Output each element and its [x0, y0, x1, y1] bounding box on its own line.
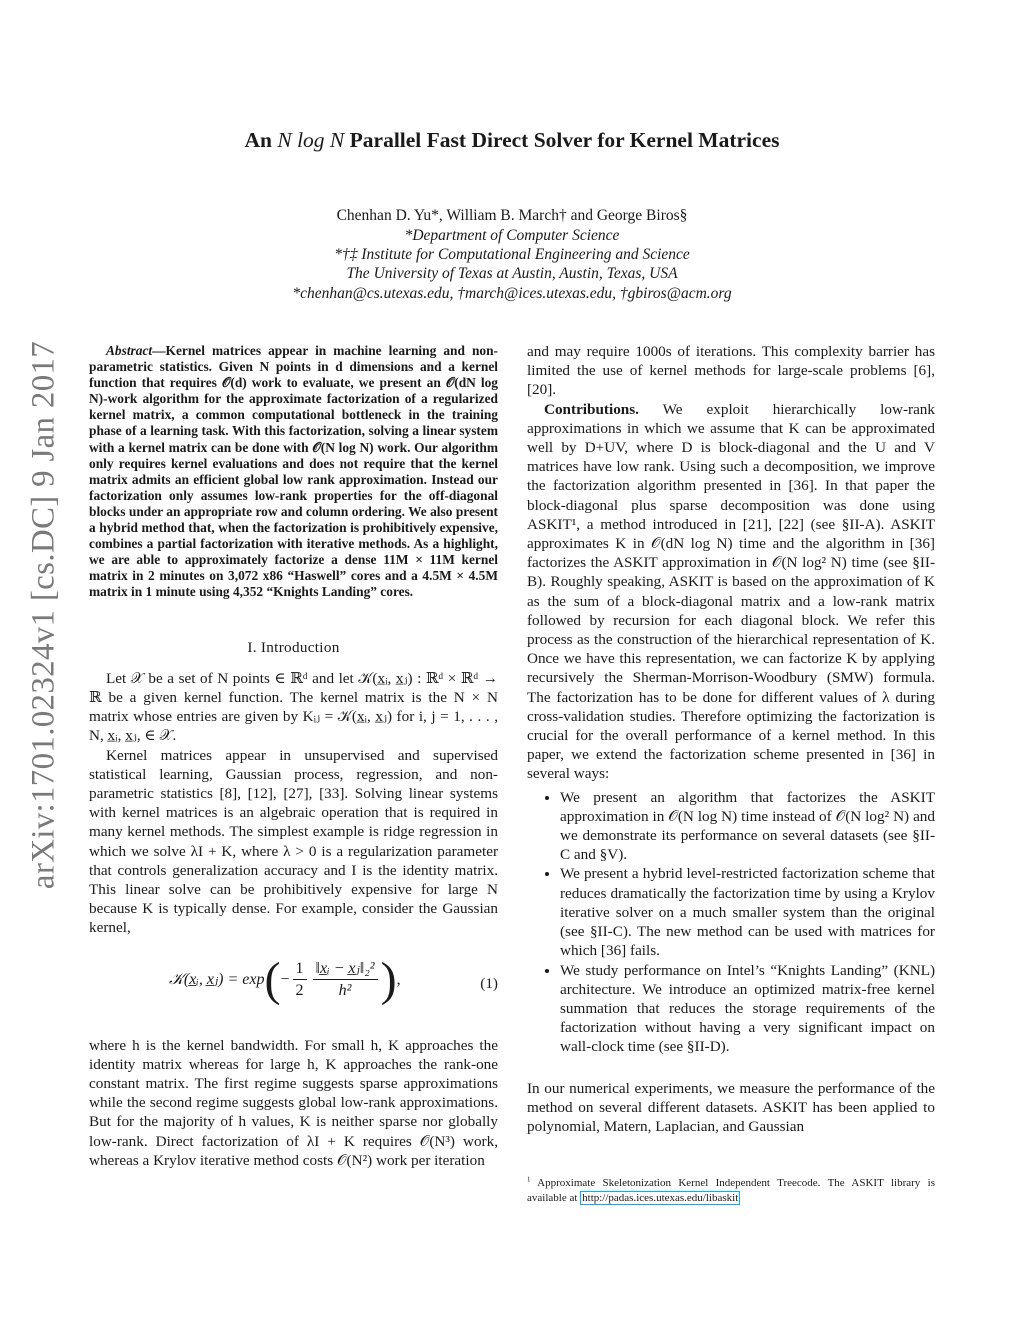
contributions-text: We exploit hierarchically low-rank approximations in which we assume that K can be approximated well by D+UV, where D is block-diagonal and the U and V matrices have low rank. Using such a decomposition, we improve the factorization algorithm presented in [36]. In that paper the block-diagonal plus sparse decomposition was done using ASKIT¹, a method introduced in [21], [22] (see §II-A). ASKIT approximates K in 𝒪(dN log N) time and the algorithm in [36] factorizes the ASKIT approximation in 𝒪(N log² N) time (see §II-B). Roughly speaking, ASKIT is based on the approximation of K as the sum of a block-diagonal matrix and a low-rank matrix followed by recursion for each diagonal block. We refer this process as the construction of the hierarchical representation of K. Once we have this representation, we can factorize K by applying recursively the Sherman-Morrison-Woodbury (SMW) formula. The factorization has to be done for different values of λ during cross-validation studies. Therefore optimizing the factorization is crucial for the overall performance of a kernel method. In this paper, we extend the factorization scheme presented in [36] in several ways: — [527, 400, 935, 783]
title-lead: An — [244, 128, 272, 152]
list-item: • We study performance on Intel’s “Knights Landing” (KNL) architecture. We introduce an optimized matrix-free kernel summation that reduces the storage requirements of the factorization without having a very significant impact on wall-clock time (see §II-D). — [560, 961, 935, 1057]
fraction-norm — [313, 959, 378, 1000]
abstract-label: Abstract — [106, 343, 153, 358]
frac-denominator: 2 — [295, 982, 304, 1000]
author-dept-text: *Department of Computer Science — [404, 227, 620, 244]
title-rest: Parallel Fast Direct Solver for Kernel Matrices — [349, 128, 780, 152]
frac-numerator: 1 — [293, 959, 307, 980]
paper-title — [0, 128, 1024, 153]
norm-numerator: ‖x̲ᵢ − x̲ⱼ‖₂² — [313, 959, 378, 980]
left-paren: ( — [264, 952, 281, 1006]
list-item: • We present an algorithm that factorizes the ASKIT approximation in 𝒪(N log N) time instead of 𝒪(N log² N) and we demonstrate its performance on several datasets (see §II-C and §V). — [560, 788, 935, 865]
contributions-paragraph — [527, 400, 935, 784]
equation-lhs: 𝒦(x̲ᵢ, x̲ⱼ) = exp — [169, 970, 265, 988]
norm-denominator: h² — [338, 982, 352, 1000]
abstract-text: —Kernel matrices appear in machine learning and non-parametric statistics. Given N points in d dimensions and a kernel function that requires 𝒪(d) work to evaluate, we present an 𝒪(dN log N)-work algorithm for the approximate factorization of a regularized kernel matrix, a common computational bottleneck in the training phase of a learning task. With this factorization, solving a linear system with a kernel matrix can be done with 𝒪(N log N) work. Our algorithm only requires kernel evaluations and does not require that the kernel matrix admits an efficient global low rank approximation. Instead our factorization only assumes low-rank properties for the off-diagonal blocks under an appropriate row and column ordering. We also present a hybrid method that, when the factorization is prohibitively expensive, combines a partial factorization with iterative methods. As a highlight, we are able to approximately factorize a dense 11M × 11M kernel matrix in 2 minutes on 3,072 x86 “Haswell” cores and a 4.5M × 4.5M matrix in 1 minute using 4,352 “Knights Landing” cores. — [89, 343, 498, 600]
author-dept — [0, 226, 1024, 246]
author-university — [0, 264, 1024, 284]
footnote-mark: 1 — [527, 1176, 531, 1184]
contributions-label: Contributions. — [544, 400, 639, 418]
arxiv-stamp — [20, 0, 68, 1325]
equation-number: (1) — [480, 974, 498, 992]
section-heading: I. Introduction — [247, 638, 340, 656]
intro-paragraph-2: Kernel matrices appear in unsupervised and supervised statistical learning, Gaussian process, regression, and non-parametric statistics [8], [12], [27], [33]. Solving linear systems with kernel matrices is an algebraic operation that is required in many kernel methods. The simplest example is ridge regression in which we solve λI + K, where λ > 0 is a regularization parameter that controls generalization accuracy and I is the identity matrix. This linear solve can be prohibitively expensive for large N because K is typically dense. For example, consider the Gaussian kernel, — [89, 746, 498, 937]
askit-library-link[interactable]: http://padas.ices.utexas.edu/libaskit — [582, 1191, 739, 1204]
right-column — [527, 342, 935, 1136]
contributions-list — [527, 788, 935, 1057]
author-institute — [0, 245, 1024, 265]
author-line: Chenhan D. Yu*, William B. March† and George Biros§ — [336, 207, 688, 224]
abstract — [89, 343, 498, 601]
right-paragraph-1: and may require 1000s of iterations. This complexity barrier has limited the use of kernel methods for large-scale problems [6], [20]. — [527, 343, 935, 399]
equation-1 — [89, 944, 498, 1026]
author-institute-text: *†‡ Institute for Computational Engineering and Science — [334, 246, 690, 263]
footnote — [527, 1176, 935, 1205]
equation-formula — [169, 952, 401, 1006]
right-paragraph-3: In our numerical experiments, we measure the performance of the method on several different datasets. ASKIT has been applied to polynomial, Matern, Laplacian, and Gaussian — [527, 1079, 935, 1135]
list-item: • We present a hybrid level-restricted factorization scheme that reduces dramatically the factorization time by using a Krylov iterative solver on a much smaller system than the original (see §II-C). The new method can be used with matrices for which [36] fails. — [560, 864, 935, 960]
title-math: N log N — [277, 128, 345, 152]
intro-paragraph-1: Let 𝒳 be a set of N points ∈ ℝᵈ and let 𝒦(x̲ᵢ, x̲ⱼ) : ℝᵈ × ℝᵈ → ℝ be a given kernel function. The kernel matrix is the N × N matrix whose entries are given by Kᵢⱼ = 𝒦(x̲ᵢ, x̲ⱼ) for i, j = 1, . . . , N, x̲ᵢ, x̲ⱼ, ∈ 𝒳. — [89, 669, 498, 745]
fraction-half — [293, 959, 307, 1000]
author-emails-text: *chenhan@cs.utexas.edu, †march@ices.utexas.edu, †gbiros@acm.org — [292, 285, 732, 302]
footnote-text: Approximate Skeletonization Kernel Independent Treecode. The ASKIT library is available at — [527, 1177, 935, 1204]
intro-paragraph-3: where h is the kernel bandwidth. For small h, K approaches the identity matrix whereas for large h, K approaches the rank-one constant matrix. The first regime suggests sparse approximations while the second regime suggests global low-rank approximations. But for the majority of h values, K is neither sparse nor globally low-rank. Direct factorization of λI + K requires 𝒪(N³) work, whereas a Krylov iterative method costs 𝒪(N²) work per iteration — [89, 1036, 498, 1169]
minus-sign: − — [280, 970, 290, 988]
eq-comma: , — [396, 970, 401, 988]
author-emails — [0, 284, 1024, 304]
arxiv-stamp-text: arXiv:1701.02324v1 [cs.DC] 9 Jan 2017 — [25, 340, 62, 890]
right-paren: ) — [380, 952, 397, 1006]
left-column — [89, 343, 498, 1170]
author-university-text: The University of Texas at Austin, Austin, Texas, USA — [346, 265, 678, 282]
